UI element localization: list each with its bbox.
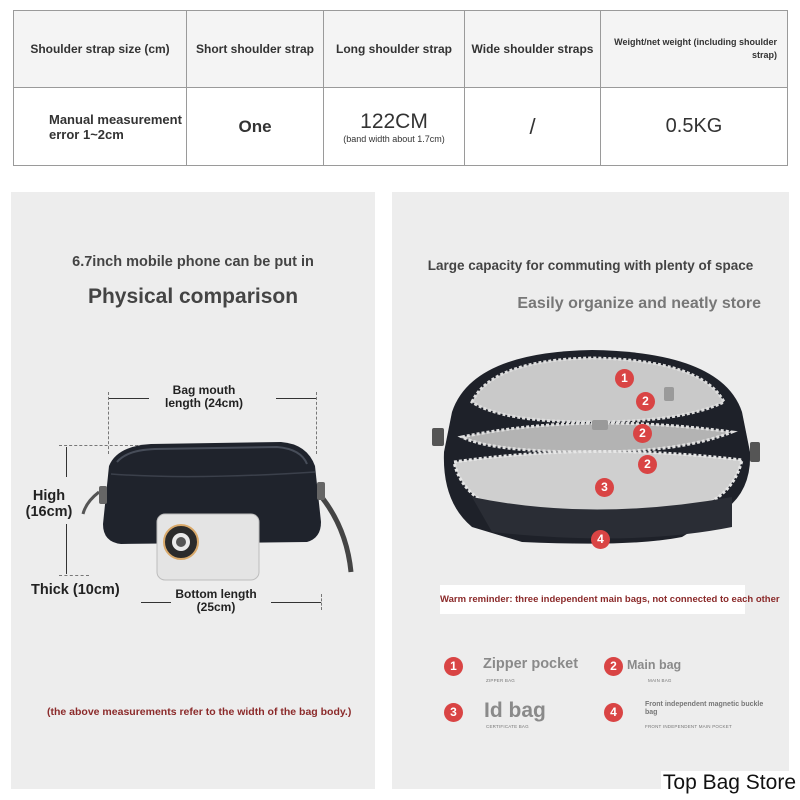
spec-value-row — [14, 88, 788, 166]
bag-mouth-line-left — [109, 398, 149, 399]
bag-mouth-line-right — [276, 398, 316, 399]
capacity-panel — [392, 192, 789, 789]
bag-mouth-label: Bag mouth length (24cm) — [164, 383, 243, 410]
physical-comparison-title: Physical comparison — [87, 285, 299, 308]
legend-num-3: 3 — [444, 703, 463, 722]
marker-2b: 2 — [633, 424, 652, 443]
measurement-note: (the above measurements refer to the width of the bag body.) — [47, 706, 352, 718]
weight-value: 0.5KG — [601, 88, 788, 166]
dash-guide-bottom-right — [321, 594, 322, 610]
bottom-line-right — [271, 602, 321, 603]
header-weight: Weight/net weight (including shoulder strap) — [601, 11, 788, 88]
thickness-label: Thick (10cm) — [31, 582, 120, 598]
legend-num-2: 2 — [604, 657, 623, 676]
organize-subtitle: Easily organize and neatly store — [517, 295, 761, 312]
short-strap-value: One — [187, 88, 324, 166]
height-line-bottom — [66, 524, 67, 574]
open-bag-illustration — [432, 342, 762, 562]
spec-header-row — [14, 11, 788, 88]
legend-zipper-caption: ZIPPER BAG — [486, 678, 516, 683]
marker-3: 3 — [595, 478, 614, 497]
marker-4: 4 — [591, 530, 610, 549]
legend-zipper-pocket: Zipper pocket — [483, 656, 579, 672]
legend-main-bag: Main bag — [627, 658, 682, 672]
legend-num-1: 1 — [444, 657, 463, 676]
header-strap-size: Shoulder strap size (cm) — [14, 11, 187, 88]
header-short-strap: Short shoulder strap — [187, 11, 324, 88]
long-strap-value: 122CM — [360, 109, 428, 133]
legend-id-caption: CERTIFICATE BAG — [486, 724, 529, 729]
marker-2c: 2 — [638, 455, 657, 474]
measurement-error-label: Manual measurement error 1~2cm — [14, 88, 187, 166]
legend-main-caption: MAIN BAG — [648, 678, 672, 683]
long-strap-cell — [324, 88, 465, 166]
marker-2a: 2 — [636, 392, 655, 411]
marker-1: 1 — [615, 369, 634, 388]
header-wide-strap: Wide shoulder straps — [465, 11, 601, 88]
wide-strap-value: / — [465, 88, 601, 166]
physical-comparison-panel — [11, 192, 375, 789]
height-label: High (16cm) — [25, 488, 73, 520]
legend-id-bag: Id bag — [484, 699, 546, 722]
height-line-top — [66, 447, 67, 477]
bottom-length-label: Bottom length (25cm) — [175, 587, 257, 614]
spec-table — [13, 10, 788, 166]
long-strap-note: (band width about 1.7cm) — [343, 133, 445, 144]
capacity-subtitle: Large capacity for commuting with plenty of space — [427, 258, 754, 273]
legend-front-caption: FRONT INDEPENDENT MAIN POCKET — [645, 724, 732, 729]
bag-with-phone-illustration — [81, 432, 361, 592]
legend-num-4: 4 — [604, 703, 623, 722]
store-watermark: Top Bag Store — [662, 771, 796, 794]
phone-fit-subtitle: 6.7inch mobile phone can be put in — [72, 254, 314, 270]
legend-front-pocket: Front independent magnetic buckle bag — [645, 701, 764, 716]
warm-reminder: Warm reminder: three independent main bags, not connected to each other — [440, 585, 745, 614]
header-long-strap: Long shoulder strap — [324, 11, 465, 88]
bottom-line-left — [141, 602, 171, 603]
